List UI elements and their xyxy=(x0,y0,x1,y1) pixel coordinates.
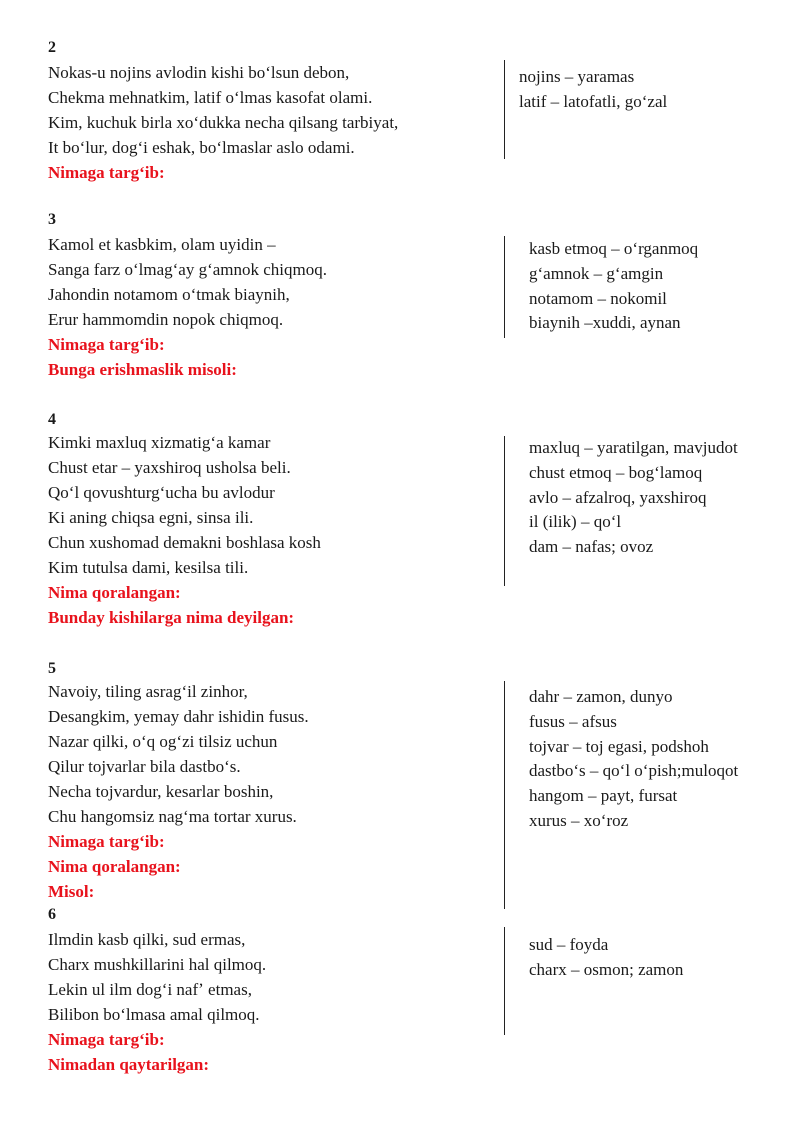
poem-line: Desangkim, yemay dahr ishidin fusus. xyxy=(48,707,309,726)
section-number: 2 xyxy=(48,39,56,56)
glossary xyxy=(529,436,800,560)
poem-line: Lekin ul ilm dogʻi nafʼ etmas, xyxy=(48,980,252,999)
glossary xyxy=(529,685,800,834)
poem-line: Kimki maxluq xizmatigʻa kamar xyxy=(48,433,271,452)
poem-text xyxy=(48,60,488,185)
glossary-entry: avlo – afzalroq, yaxshiroq xyxy=(529,487,707,507)
question-prompt: Nimaga targʻib: xyxy=(48,163,165,182)
glossary-entry: biaynih –xuddi, aynan xyxy=(529,313,681,333)
poem-line: Navoiy, tiling asragʻil zinhor, xyxy=(48,682,248,701)
question-prompt: Nimaga targʻib: xyxy=(48,1030,165,1049)
glossary-entry: dam – nafas; ovoz xyxy=(529,537,654,557)
glossary-entry: sud – foyda xyxy=(529,935,609,954)
poem-text xyxy=(48,679,488,904)
poem-line: Nokas-u nojins avlodin kishi boʻlsun debon, xyxy=(48,63,350,82)
glossary xyxy=(529,933,800,983)
poem-line: Sanga farz oʻlmagʻay gʻamnok chiqmoq. xyxy=(48,260,327,279)
poem-line: Charx mushkillarini hal qilmoq. xyxy=(48,955,267,974)
section-number: 4 xyxy=(48,411,56,428)
glossary-entry: gʻamnok – gʻamgin xyxy=(529,263,664,283)
poem-line: Bilibon boʻlmasa amal qilmoq. xyxy=(48,1005,260,1024)
poem-line: Necha tojvardur, kesarlar boshin, xyxy=(48,782,274,801)
divider-line xyxy=(504,681,505,909)
question-prompt: Nima qoralangan: xyxy=(48,583,181,602)
poem-line: Ki aning chiqsa egni, sinsa ili. xyxy=(48,508,254,527)
poem-line: Qilur tojvarlar bila dastboʻs. xyxy=(48,757,241,776)
glossary-entry: xurus – xoʻroz xyxy=(529,810,629,830)
glossary-entry: fusus – afsus xyxy=(529,711,617,731)
question-prompt: Bunday kishilarga nima deyilgan: xyxy=(48,608,295,627)
glossary xyxy=(529,237,800,336)
divider-line xyxy=(504,60,505,159)
poem-text xyxy=(48,430,488,630)
glossary-entry: nojins – yaramas xyxy=(519,67,635,86)
glossary-entry: chust etmoq – bogʻlamoq xyxy=(529,462,703,482)
glossary-entry: charx – osmon; zamon xyxy=(529,959,684,979)
glossary-entry: dahr – zamon, dunyo xyxy=(529,687,673,706)
section-number: 5 xyxy=(48,660,56,677)
poem-line: Kamol et kasbkim, olam uyidin – xyxy=(48,235,276,254)
divider-line xyxy=(504,436,505,586)
glossary-entry: dastboʻs – qoʻl oʻpish;muloqot xyxy=(529,761,739,781)
poem-text xyxy=(48,927,488,1077)
poem-line: Kim, kuchuk birla xoʻdukka necha qilsang tarbiyat, xyxy=(48,113,399,132)
glossary-entry: tojvar – toj egasi, podshoh xyxy=(529,736,709,756)
poem-line: Chust etar – yaxshiroq usholsa beli. xyxy=(48,458,291,477)
question-prompt: Nimadan qaytarilgan: xyxy=(48,1055,210,1074)
glossary-entry: kasb etmoq – oʻrganmoq xyxy=(529,239,699,258)
glossary xyxy=(519,65,799,115)
glossary-entry: latif – latofatli, goʻzal xyxy=(519,91,668,111)
section-number: 3 xyxy=(48,211,56,228)
poem-line: Erur hammomdin nopok chiqmoq. xyxy=(48,310,284,329)
divider-line xyxy=(504,236,505,338)
poem-line: Chekma mehnatkim, latif oʻlmas kasofat olami. xyxy=(48,88,373,107)
poem-line: Chun xushomad demakni boshlasa kosh xyxy=(48,533,321,552)
poem-line: Jahondin notamom oʻtmak biaynih, xyxy=(48,285,290,304)
glossary-entry: il (ilik) – qoʻl xyxy=(529,512,622,532)
question-prompt: Misol: xyxy=(48,882,95,901)
poem-line: Qoʻl qovushturgʻucha bu avlodur xyxy=(48,483,275,502)
question-prompt: Nima qoralangan: xyxy=(48,857,181,876)
poem-text xyxy=(48,232,488,382)
section-number: 6 xyxy=(48,906,56,923)
poem-line: Chu hangomsiz nagʻma tortar xurus. xyxy=(48,807,297,826)
poem-line: Nazar qilki, oʻq ogʻzi tilsiz uchun xyxy=(48,732,278,751)
glossary-entry: notamom – nokomil xyxy=(529,288,667,308)
question-prompt: Bunga erishmaslik misoli: xyxy=(48,360,237,379)
glossary-entry: maxluq – yaratilgan, mavjudot xyxy=(529,438,738,457)
poem-line: Ilmdin kasb qilki, sud ermas, xyxy=(48,930,246,949)
question-prompt: Nimaga targʻib: xyxy=(48,832,165,851)
glossary-entry: hangom – payt, fursat xyxy=(529,786,678,806)
divider-line xyxy=(504,927,505,1035)
poem-line: It boʻlur, dogʻi eshak, boʻlmaslar aslo odami. xyxy=(48,138,355,157)
question-prompt: Nimaga targʻib: xyxy=(48,335,165,354)
poem-line: Kim tutulsa dami, kesilsa tili. xyxy=(48,558,249,577)
